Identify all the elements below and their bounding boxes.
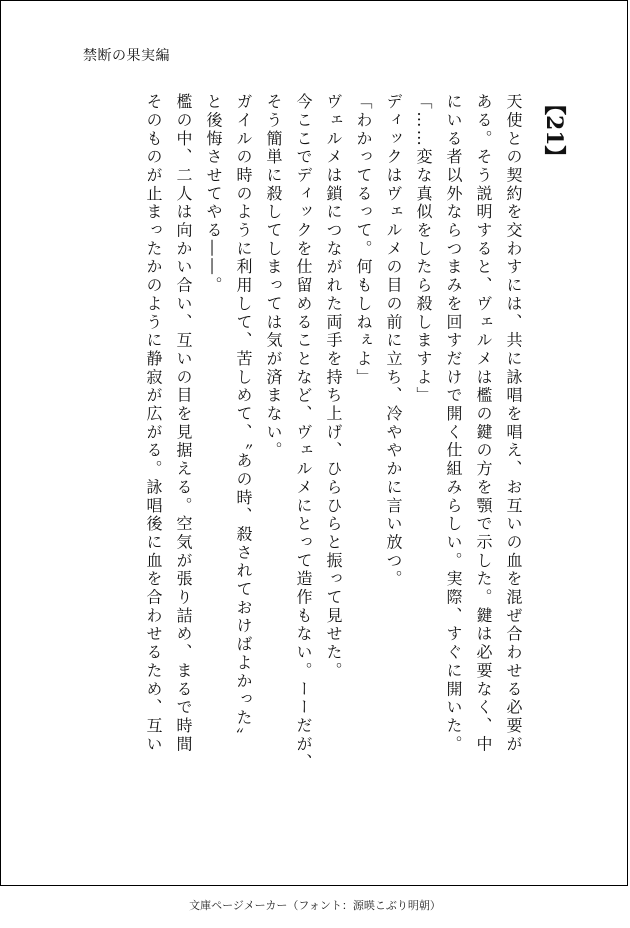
text-line: そう簡単に殺してしまっては気が済まない。 xyxy=(264,93,283,460)
chapter-heading: 【21】 xyxy=(541,93,567,168)
text-line: にいる者以外ならつまみを回すだけで開く仕組みらしい。実際、すぐに開いた。 xyxy=(444,93,463,754)
text-line: 今ここでディックを仕留めることなど、ヴェルメにとって造作もない。ーーだが、 xyxy=(294,93,313,772)
text-line: 檻の中、二人は向かい合い、互いの目を見据える。空気が張り詰め、まるで時間 xyxy=(174,93,193,754)
text-line: 「わかってるって。何もしねぇよ」 xyxy=(354,93,373,387)
text-line: そのものが止まったかのように静寂が広がる。詠唱後に血を合わせるため、互い xyxy=(144,93,163,754)
footer-credit: 文庫ページメーカー（フォント：源暎こぶり明朝） xyxy=(189,899,441,912)
vertical-text-body xyxy=(138,93,569,853)
text-line: ディックはヴェルメの目の前に立ち、冷ややかに言い放つ。 xyxy=(384,93,403,589)
book-title: 禁断の果実編 xyxy=(83,48,170,64)
text-line: 「……変な真似をしたら殺しますよ」 xyxy=(414,93,433,405)
text-line: と後悔させてやる――。 xyxy=(204,93,223,295)
text-line: ある。そう説明すると、ヴェルメは檻の鍵の方を顎で示した。鍵は必要なく、中 xyxy=(474,93,493,754)
text-line: 天使との契約を交わすには、共に詠唱を唱え、お互いの血を混ぜ合わせる必要が xyxy=(504,93,523,754)
text-line: ヴェルメは鎖につながれた両手を持ち上げ、ひらひらと振って見せた。 xyxy=(324,93,343,681)
text-line: ガイルの時のように利用して、苦しめて、〝あの時、殺されておけばよかった〟 xyxy=(234,93,253,746)
